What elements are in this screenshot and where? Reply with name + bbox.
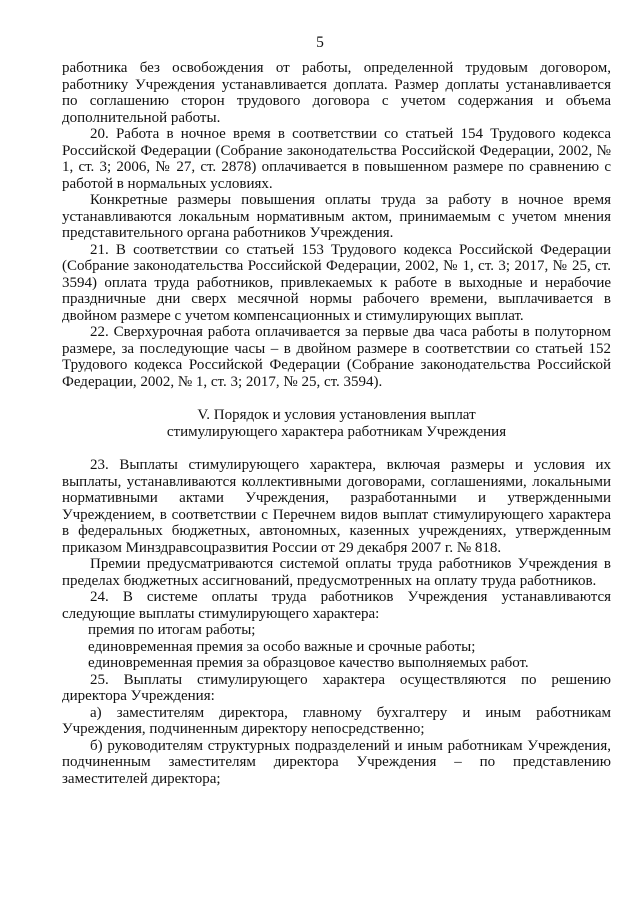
- section-heading: [62, 407, 611, 441]
- paragraph-22: 22. Сверхурочная работа оплачивается за первые два часа работы в полуторном размере, за последующие часы – в двойном размере в соответствии со статьей 152 Трудового кодекса Российской Федерации (Собрание законодательства Российской Федерации, 2002, № 1, ст. 3; 2017, № 25, ст. 3594).: [62, 324, 611, 390]
- list-item: единовременная премия за особо важные и срочные работы;: [88, 638, 476, 655]
- paragraph-bonuses: Премии предусматриваются системой оплаты труда работников Учреждения в пределах бюджетных ассигнований, предусмотренных на оплату труда работников.: [62, 556, 611, 589]
- document-body: [62, 60, 611, 787]
- paragraph-continuation: работника без освобождения от работы, определенной трудовым договором, работнику Учреждения устанавливается доплата. Размер доплаты устанавливается по соглашению сторон трудового договора с учетом содержания и объема дополнительной работы.: [62, 60, 611, 126]
- paragraph-23: 23. Выплаты стимулирующего характера, включая размеры и условия их выплаты, устанавливаются коллективными договорами, соглашениями, локальными нормативными актами Учреждения, разработанными и утвержденными Учреждением, в соответствии с Перечнем видов выплат стимулирующего характера в федеральных бюджетных, автономных, казенных учреждениях, утвержденным приказом Минздравсоцразвития России от 29 декабря 2007 г. № 818.: [62, 457, 611, 556]
- paragraph-20: 20. Работа в ночное время в соответствии со статьей 154 Трудового кодекса Российской Федерации (Собрание законодательства Российской Федерации, 2002, № 1, ст. 3; 2006, № 27, ст. 2878) оплачивается в повышенном размере по сравнению с работой в нормальных условиях.: [62, 126, 611, 192]
- paragraph-25: 25. Выплаты стимулирующего характера осуществляются по решению директора Учреждения:: [62, 671, 611, 704]
- paragraph-25-a: а) заместителям директора, главному бухгалтеру и иным работникам Учреждения, подчиненным директору непосредственно;: [62, 704, 611, 737]
- list-item: единовременная премия за образцовое качество выполняемых работ.: [88, 655, 529, 671]
- page-number: 5: [316, 34, 324, 51]
- section-heading-line-1: V. Порядок и условия установления выплат: [197, 407, 476, 423]
- list-item: премия по итогам работы;: [88, 622, 256, 638]
- paragraph-24: 24. В системе оплаты труда работников Учреждения устанавливаются следующие выплаты стимулирующего характера:: [62, 589, 611, 622]
- paragraph-25-b: б) руководителям структурных подразделений и иным работникам Учреждения, подчиненным заместителям директора Учреждения – по представлению заместителей директора;: [62, 737, 611, 787]
- paragraph-night-work: Конкретные размеры повышения оплаты труда за работу в ночное время устанавливаются локальным нормативным актом, принимаемым с учетом мнения представительного органа работников Учреждения.: [62, 192, 611, 241]
- paragraph-21: 21. В соответствии со статьей 153 Трудового кодекса Российской Федерации (Собрание законодательства Российской Федерации, 2002, № 1, ст. 3; 2017, № 25, ст. 3594) оплата труда работников, привлекаемых к работе в выходные и нерабочие праздничные дни сверх месячной нормы рабочего времени, выплачивается в двойном размере с учетом компенсационных и стимулирующих выплат.: [62, 241, 611, 324]
- section-heading-line-2: стимулирующего характера работникам Учреждения: [166, 424, 507, 440]
